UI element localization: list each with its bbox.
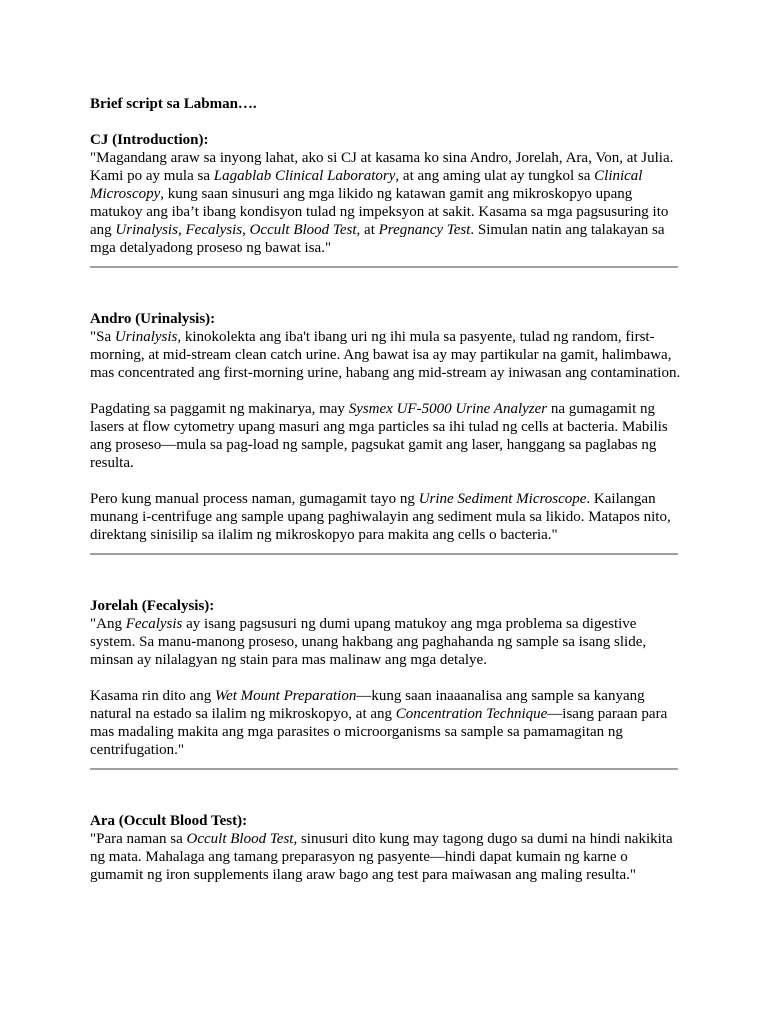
text-run: "Sa	[90, 329, 115, 345]
italic-term: Wet Mount Preparation	[214, 688, 357, 704]
italic-term: Occult Blood Test	[249, 222, 357, 238]
speaker-heading-ara: Ara (Occult Blood Test):	[90, 813, 248, 829]
section-jorelah-fecalysis	[90, 597, 682, 770]
text-run: "Magandang araw sa inyong lahat, ako si CJ at kasama ko sina Andro, Jorelah, Ara, Von, at Julia. Kami po ay mula sa	[90, 150, 674, 184]
spacer	[90, 770, 682, 812]
jorelah-paragraph-1	[90, 615, 682, 669]
spacer	[90, 268, 682, 310]
italic-term: Lagablab Clinical Laboratory	[213, 168, 396, 184]
italic-term: Urinalysis	[114, 329, 178, 345]
document-title: Brief script sa Labman….	[90, 96, 257, 112]
text-run: ay isang pagsusuri ng dumi upang matukoy ang mga problema sa digestive system. Sa manu-manong proseso, unang hakbang ang paghahanda ng sample sa isang slide, minsan ay nilalagyan ng stain para mas malinaw ang mga detalye.	[90, 616, 647, 668]
section-andro-urinalysis	[90, 310, 682, 555]
cj-paragraph	[90, 149, 682, 257]
ara-paragraph-1	[90, 830, 682, 884]
text-run: , at ang aming ulat ay tungkol sa	[395, 168, 595, 184]
andro-paragraph-1	[90, 328, 682, 382]
text-run: Pagdating sa paggamit ng makinarya, may	[90, 401, 349, 417]
text-run: ,	[242, 222, 250, 238]
document-page	[90, 95, 682, 884]
spacer	[90, 555, 682, 597]
section-cj-introduction	[90, 131, 682, 268]
text-run: . Kailangan munang i-centrifuge ang sample upang paghiwalayin ang sediment mula sa likido. Matapos nito, direktang sinisilip sa ilalim ng mikroskopyo para makita ang cells o bacteria."	[90, 491, 671, 543]
text-run: , at	[356, 222, 379, 238]
text-run: , kinokolekta ang iba't ibang uri ng ihi mula sa pasyente, tulad ng random, first-morning, at mid-stream clean catch urine. Ang bawat isa ay may partikular na gamit, halimbawa, mas concentrated ang first-morning urine, habang ang mid-stream ay iniwasan ang contamination.	[90, 329, 681, 381]
italic-term: Fecalysis	[185, 222, 243, 238]
andro-paragraph-3	[90, 490, 682, 544]
italic-term: Urine Sediment Microscope	[418, 491, 587, 507]
speaker-heading-jorelah: Jorelah (Fecalysis):	[90, 598, 215, 614]
text-run: . Simulan natin ang talakayan sa mga detalyadong proseso ng bawat isa."	[90, 222, 665, 256]
speaker-heading-andro: Andro (Urinalysis):	[90, 311, 216, 327]
text-run: ,	[177, 222, 186, 238]
text-run: "Para naman sa	[90, 831, 187, 847]
italic-term: Clinical Microscopy	[90, 168, 643, 202]
text-run: —isang paraan para mas madaling makita ang mga parasites o microorganisms sa sample sa pamamagitan ng centrifugation."	[90, 706, 668, 758]
italic-term: Sysmex UF-5000 Urine Analyzer	[348, 401, 548, 417]
andro-paragraph-2	[90, 400, 682, 472]
italic-term: Urinalysis	[115, 222, 178, 238]
text-run: , kung saan sinusuri ang mga likido ng katawan gamit ang mikroskopyo upang matukoy ang iba’t ibang kondisyon tulad ng impeksyon at sakit. Kasama sa mga pagsusuring ito ang	[90, 186, 669, 238]
italic-term: Pregnancy Test	[378, 222, 471, 238]
text-run: na gumagamit ng lasers at flow cytometry upang masuri ang mga particles sa ihi tulad ng cells at bacteria. Mabilis ang proseso—mula sa pag-load ng sample, pagsukat gamit ang laser, hanggang sa paglabas ng resulta.	[90, 401, 668, 471]
text-run: Pero kung manual process naman, gumagamit tayo ng	[90, 491, 419, 507]
speaker-heading-cj: CJ (Introduction):	[90, 132, 209, 148]
italic-term: Fecalysis	[125, 616, 183, 632]
italic-term: Concentration Technique	[395, 706, 548, 722]
text-run: Kasama rin dito ang	[90, 688, 215, 704]
section-ara-occult-blood-test	[90, 812, 682, 884]
italic-term: Occult Blood Test	[186, 831, 294, 847]
text-run: "Ang	[90, 616, 126, 632]
jorelah-paragraph-2	[90, 687, 682, 759]
text-run: —kung saan inaaanalisa ang sample sa kanyang natural na estado sa ilalim ng mikroskopyo, at ang	[90, 688, 645, 722]
text-run: , sinusuri dito kung may tagong dugo sa dumi na hindi nakikita ng mata. Mahalaga ang tamang preparasyon ng pasyente—hindi dapat kumain ng karne o gumamit ng iron supplements ilang araw bago ang test para maiwasan ang maling resulta."	[90, 831, 673, 883]
